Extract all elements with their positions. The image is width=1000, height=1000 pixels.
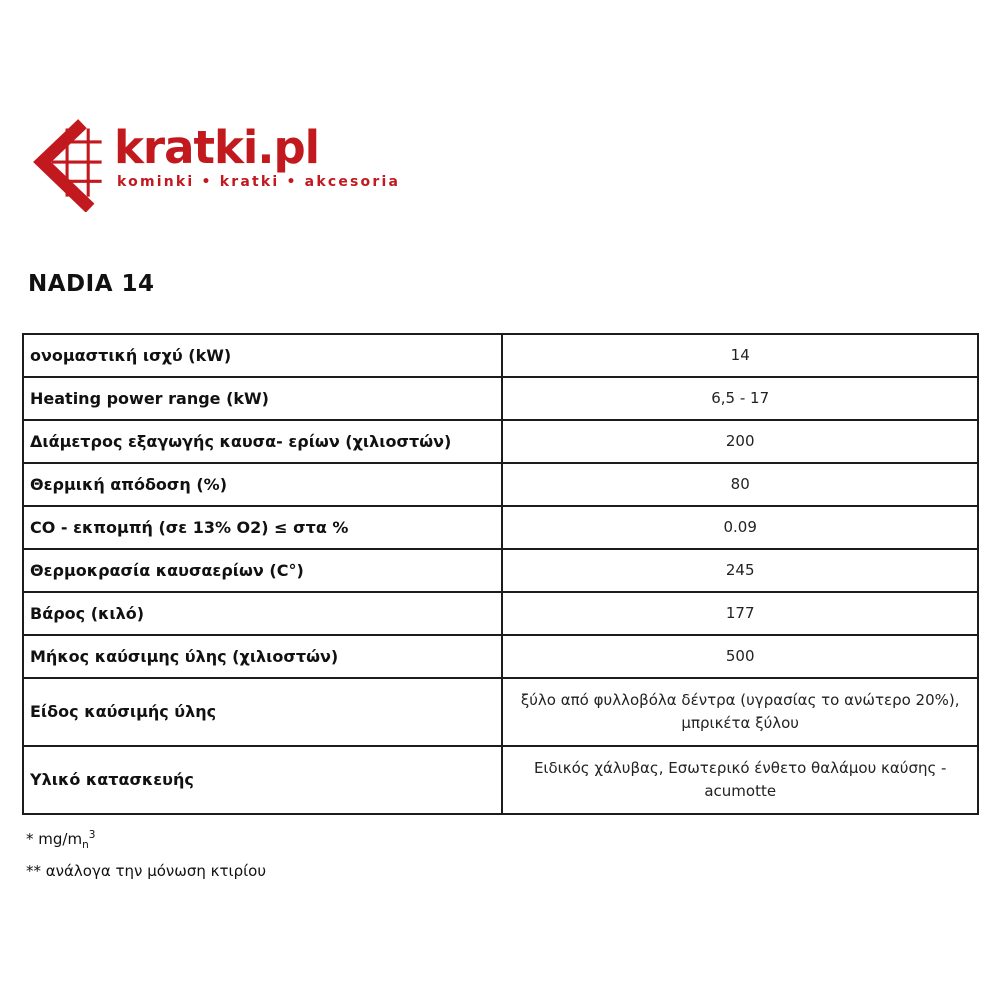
spec-label-cell: Θερμοκρασία καυσαερίων (C°)	[23, 549, 502, 592]
spec-value-cell: 0.09	[502, 506, 978, 549]
spec-row	[23, 506, 978, 549]
spec-row	[23, 746, 978, 814]
footnote-unit-sup: 3	[88, 829, 96, 841]
spec-row	[23, 334, 978, 377]
spec-label-cell: Υλικό κατασκευής	[23, 746, 502, 814]
footnote-unit	[26, 822, 266, 858]
spec-value-cell: Ειδικός χάλυβας, Εσωτερικό ένθετο θαλάμου καύσης - acumotte	[502, 746, 978, 814]
spec-value-cell: 200	[502, 420, 978, 463]
spec-row	[23, 592, 978, 635]
spec-label-cell: Heating power range (kW)	[23, 377, 502, 420]
spec-label-cell: ονομαστική ισχύ (kW)	[23, 334, 502, 377]
spec-value-cell: 14	[502, 334, 978, 377]
spec-value-cell: 177	[502, 592, 978, 635]
footnotes	[26, 822, 266, 884]
spec-value-cell: 6,5 - 17	[502, 377, 978, 420]
spec-row	[23, 463, 978, 506]
spec-value-cell: ξύλο από φυλλοβόλα δέντρα (υγρασίας το ανώτερο 20%), μπρικέτα ξύλου	[502, 678, 978, 746]
spec-row	[23, 377, 978, 420]
spec-label-cell: Βάρος (κιλό)	[23, 592, 502, 635]
kratki-logo	[30, 116, 400, 212]
footnote-unit-sub: n	[82, 839, 89, 851]
spec-label-cell: Είδος καύσιμής ύλης	[23, 678, 502, 746]
spec-value-cell: 245	[502, 549, 978, 592]
spec-row	[23, 420, 978, 463]
spec-row	[23, 635, 978, 678]
spec-row	[23, 678, 978, 746]
spec-value-cell: 80	[502, 463, 978, 506]
logo-text	[114, 116, 400, 190]
spec-label-cell: Διάμετρος εξαγωγής καυσα- ερίων (χιλιοστών)	[23, 420, 502, 463]
spec-value-cell: 500	[502, 635, 978, 678]
brand-tagline: kominki • kratki • akcesoria	[117, 174, 401, 191]
spec-table-body	[23, 334, 978, 814]
product-title: NADIA 14	[28, 271, 155, 297]
footnote-unit-text: * mg/m	[26, 830, 83, 848]
spec-row	[23, 549, 978, 592]
brand-name: kratki.pl	[114, 121, 320, 174]
spec-label-cell: Θερμική απόδοση (%)	[23, 463, 502, 506]
spec-label-cell: Μήκος καύσιμης ύλης (χιλιοστών)	[23, 635, 502, 678]
spec-table	[22, 333, 979, 815]
footnote-insulation: ** ανάλογα την μόνωση κτιρίου	[26, 862, 267, 880]
spec-label-cell: CO - εκπομπή (σε 13% O2) ≤ στα %	[23, 506, 502, 549]
kratki-grate-icon	[30, 116, 108, 212]
